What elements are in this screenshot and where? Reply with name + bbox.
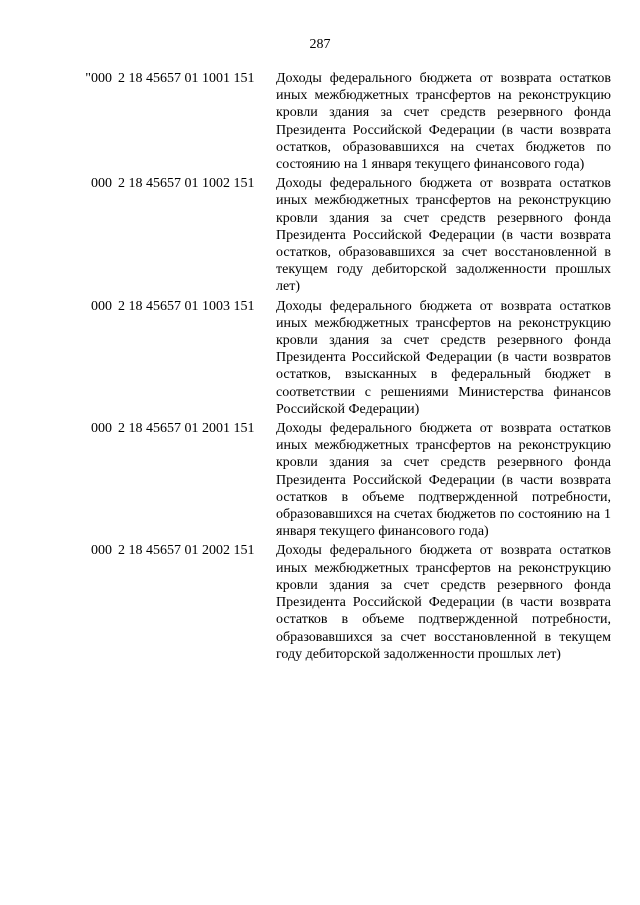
classification-code: 2 18 45657 01 2002 151 xyxy=(118,543,255,559)
classification-code: 2 18 45657 01 2001 151 xyxy=(118,421,255,437)
classification-code: 2 18 45657 01 1002 151 xyxy=(118,176,255,192)
income-description: Доходы федерального бюджета от возврата остатков иных межбюджетных трансфертов на реконструкцию кровли здания за счет средств резервного фонда Президента Российской Федерации (в части возврата остатков, образовавшихся за счет восстановленной в текущем году дебиторской задолженности прошлых лет) xyxy=(276,176,611,295)
table-row xyxy=(0,420,640,540)
administrator-code: "000 xyxy=(85,71,112,86)
income-description: Доходы федерального бюджета от возврата остатков иных межбюджетных трансфертов на реконструкцию кровли здания за счет средств резервного фонда Президента Российской Федерации (в части возвратов остатков, взысканных в федеральный бюджет в соответствии с решениями Министерства финансов Российской Федерации) xyxy=(276,298,611,417)
table-row xyxy=(0,175,640,295)
page-number: 287 xyxy=(309,37,331,52)
income-description: Доходы федерального бюджета от возврата остатков иных межбюджетных трансфертов на реконструкцию кровли здания за счет средств резервного фонда Президента Российской Федерации (в части возврата остатков, образовавшихся на счетах бюджетов по состоянию на 1 января текущего финансового года) xyxy=(276,71,611,173)
budget-classification-table xyxy=(0,70,640,665)
table-row xyxy=(0,298,640,418)
classification-code: 2 18 45657 01 1001 151 xyxy=(118,71,255,86)
income-description: Доходы федерального бюджета от возврата остатков иных межбюджетных трансфертов на реконструкцию кровли здания за счет средств резервного фонда Президента Российской Федерации (в части возврата остатков в объеме подтвержденной потребности, образовавшихся на счетах бюджетов по состоянию на 1 января текущего финансового года) xyxy=(276,421,611,540)
income-description: Доходы федерального бюджета от возврата остатков иных межбюджетных трансфертов на реконструкцию кровли здания за счет средств резервного фонда Президента Российской Федерации (в части возврата остатков в объеме подтвержденной потребности, образовавшихся за счет восстановленной в текущем году дебиторской задолженности прошлых лет) xyxy=(276,543,611,662)
administrator-code: 000 xyxy=(91,298,112,314)
administrator-code: 000 xyxy=(91,421,112,437)
administrator-code: 000 xyxy=(91,543,112,559)
administrator-code: 000 xyxy=(91,176,112,192)
classification-code: 2 18 45657 01 1003 151 xyxy=(118,298,255,314)
table-row xyxy=(0,542,640,662)
table-row xyxy=(0,70,640,173)
